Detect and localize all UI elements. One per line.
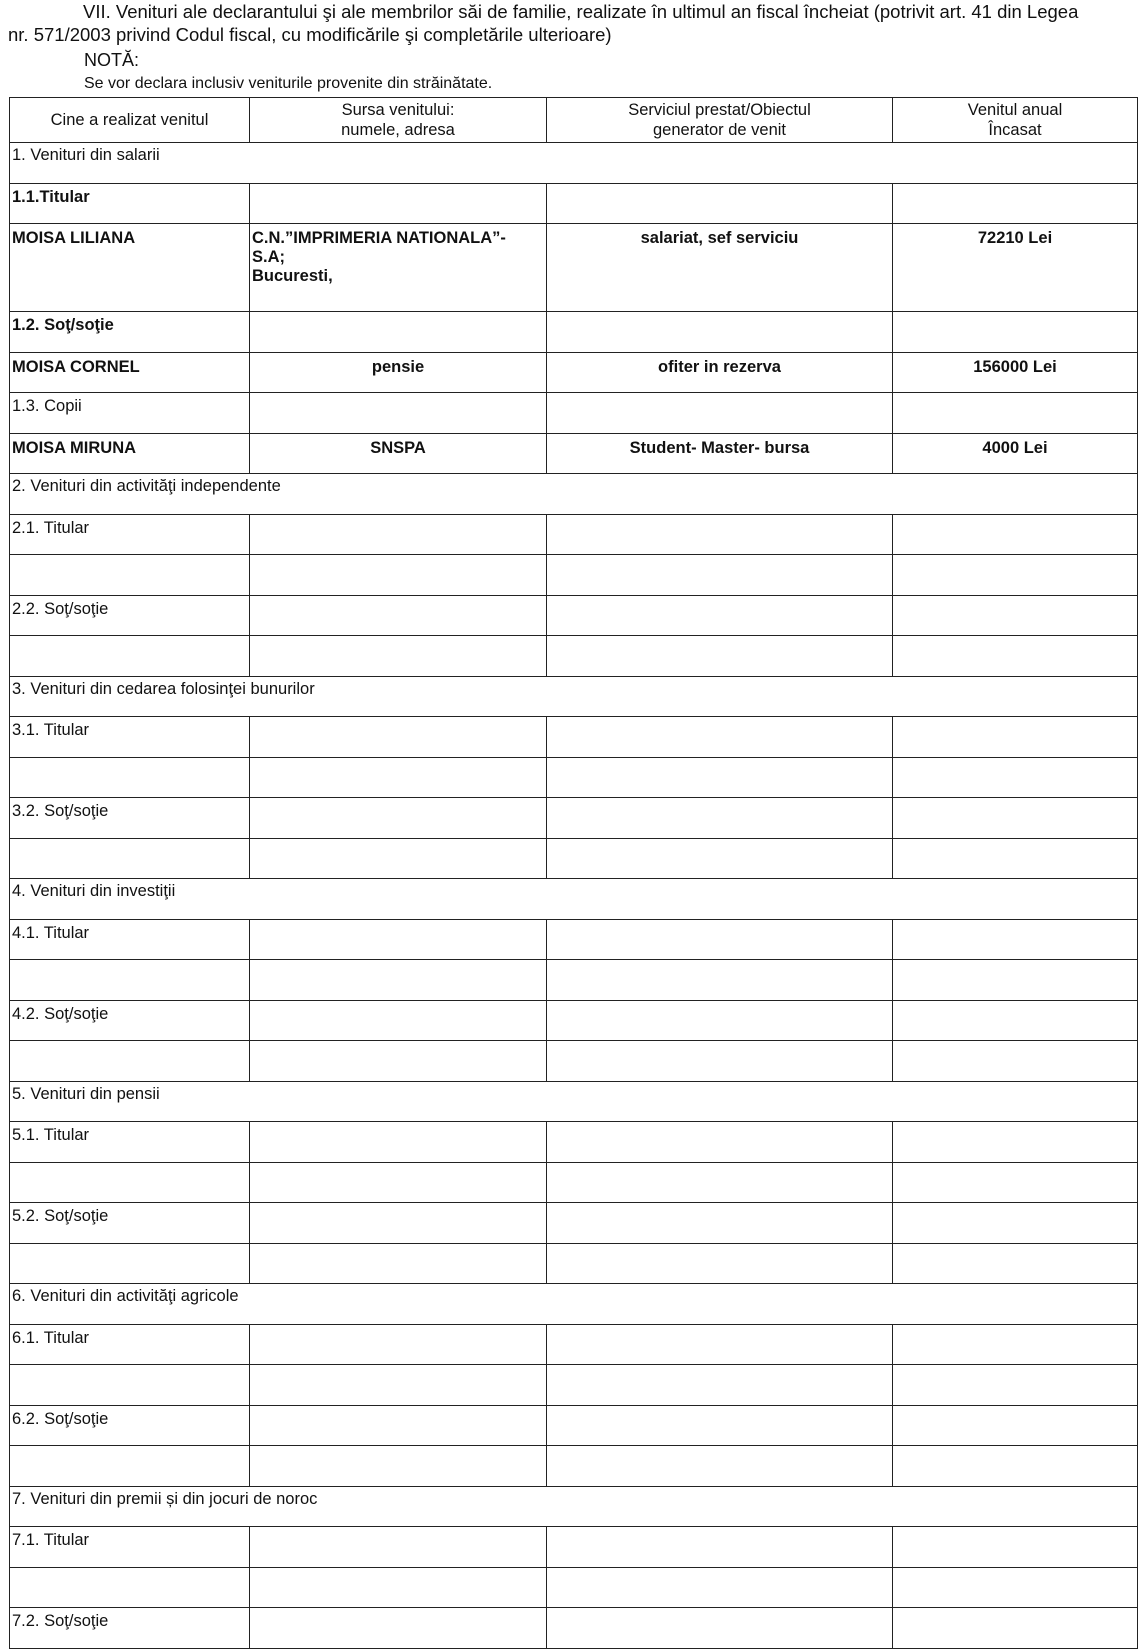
empty-cell — [893, 595, 1138, 636]
empty-cell — [547, 960, 893, 1001]
subsection-spouse: 5.2. Soţ/soţie — [10, 1203, 250, 1244]
heading-line-1: VII. Venituri ale declarantului şi ale membrilor săi de familie, realizate în ultimul an fiscal încheiat (potrivit art. 41 din Legea — [83, 1, 1079, 22]
table-row — [10, 1567, 1138, 1608]
empty-cell — [10, 960, 250, 1001]
table-row — [10, 1324, 1138, 1365]
table-row — [10, 960, 1138, 1001]
empty-cell — [250, 1527, 547, 1568]
section-title-independent: 2. Venituri din activităţi independente — [10, 474, 1138, 515]
table-row — [10, 636, 1138, 677]
nota-text: Se vor declara inclusiv veniturile provenite din străinătate. — [84, 75, 493, 92]
empty-cell — [250, 757, 547, 798]
entry-name: MOISA MIRUNA — [10, 433, 250, 474]
empty-cell — [893, 514, 1138, 555]
empty-cell — [547, 514, 893, 555]
empty-cell — [547, 636, 893, 677]
table-row — [10, 1284, 1138, 1325]
empty-cell — [547, 1405, 893, 1446]
empty-cell — [893, 1162, 1138, 1203]
empty-cell — [893, 1122, 1138, 1163]
empty-cell — [250, 1608, 547, 1649]
table-row — [10, 717, 1138, 758]
section-title-pensions: 5. Venituri din pensii — [10, 1081, 1138, 1122]
table-row — [10, 1446, 1138, 1487]
empty-cell — [250, 1243, 547, 1284]
empty-cell — [893, 555, 1138, 596]
empty-cell — [547, 1324, 893, 1365]
empty-cell — [547, 1243, 893, 1284]
empty-cell — [250, 960, 547, 1001]
subsection-titular: 7.1. Titular — [10, 1527, 250, 1568]
entry-service: ofiter in rezerva — [547, 352, 893, 393]
empty-cell — [547, 838, 893, 879]
table-row — [10, 1081, 1138, 1122]
empty-cell — [547, 798, 893, 839]
empty-cell — [250, 1405, 547, 1446]
subsection-children: 1.3. Copii — [10, 393, 250, 434]
empty-cell — [893, 960, 1138, 1001]
empty-cell — [893, 1365, 1138, 1406]
empty-cell — [893, 1446, 1138, 1487]
empty-cell — [893, 1527, 1138, 1568]
empty-cell — [893, 919, 1138, 960]
empty-cell — [547, 1122, 893, 1163]
entry-source: pensie — [250, 352, 547, 393]
table-row — [10, 1608, 1138, 1649]
table-row — [10, 352, 1138, 393]
empty-cell — [547, 1365, 893, 1406]
empty-cell — [250, 1567, 547, 1608]
empty-cell — [250, 1122, 547, 1163]
empty-cell — [250, 1203, 547, 1244]
empty-cell — [893, 636, 1138, 677]
section-title-prizes: 7. Venituri din premii și din jocuri de noroc — [10, 1486, 1138, 1527]
empty-cell — [547, 1527, 893, 1568]
entry-service: Student- Master- bursa — [547, 433, 893, 474]
empty-cell — [10, 1243, 250, 1284]
empty-cell — [250, 1000, 547, 1041]
empty-cell — [250, 838, 547, 879]
empty-cell — [547, 312, 893, 353]
subsection-titular: 6.1. Titular — [10, 1324, 250, 1365]
empty-cell — [250, 514, 547, 555]
subsection-spouse: 2.2. Soţ/soţie — [10, 595, 250, 636]
empty-cell — [893, 393, 1138, 434]
empty-cell — [547, 1203, 893, 1244]
table-row — [10, 1162, 1138, 1203]
subsection-titular: 1.1.Titular — [10, 183, 250, 224]
subsection-spouse: 4.2. Soţ/soţie — [10, 1000, 250, 1041]
table-row — [10, 312, 1138, 353]
empty-cell — [547, 1041, 893, 1082]
entry-name: MOISA CORNEL — [10, 352, 250, 393]
empty-cell — [893, 717, 1138, 758]
table-row — [10, 514, 1138, 555]
empty-cell — [893, 798, 1138, 839]
subsection-spouse: 7.2. Soţ/soţie — [10, 1608, 250, 1649]
table-row — [10, 879, 1138, 920]
table-row — [10, 1041, 1138, 1082]
empty-cell — [250, 1365, 547, 1406]
table-row — [10, 1000, 1138, 1041]
empty-cell — [893, 1324, 1138, 1365]
section-title-investments: 4. Venituri din investiţii — [10, 879, 1138, 920]
table-header-row — [10, 98, 1138, 143]
entry-income: 156000 Lei — [893, 352, 1138, 393]
table-row — [10, 555, 1138, 596]
table-row — [10, 224, 1138, 312]
empty-cell — [250, 1324, 547, 1365]
subsection-titular: 2.1. Titular — [10, 514, 250, 555]
empty-cell — [893, 1041, 1138, 1082]
table-row — [10, 1405, 1138, 1446]
heading-line-2: nr. 571/2003 privind Codul fiscal, cu modificările şi completările ulterioare) — [8, 24, 612, 45]
section-title-agricultural: 6. Venituri din activităţi agricole — [10, 1284, 1138, 1325]
col-header-income: Venitul anual Încasat — [893, 98, 1138, 143]
empty-cell — [893, 1203, 1138, 1244]
col-header-source: Sursa venitului: numele, adresa — [250, 98, 547, 143]
entry-income: 72210 Lei — [893, 224, 1138, 312]
section-title-salaries: 1. Venituri din salarii — [10, 143, 1138, 184]
empty-cell — [893, 838, 1138, 879]
table-row — [10, 1365, 1138, 1406]
empty-cell — [547, 757, 893, 798]
empty-cell — [250, 183, 547, 224]
table-row — [10, 676, 1138, 717]
empty-cell — [547, 555, 893, 596]
empty-cell — [10, 1041, 250, 1082]
table-row — [10, 474, 1138, 515]
empty-cell — [893, 1608, 1138, 1649]
empty-cell — [250, 393, 547, 434]
empty-cell — [893, 312, 1138, 353]
empty-cell — [250, 636, 547, 677]
section-title-property-use: 3. Venituri din cedarea folosinţei bunurilor — [10, 676, 1138, 717]
subsection-spouse: 1.2. Soţ/soţie — [10, 312, 250, 353]
empty-cell — [547, 1608, 893, 1649]
empty-cell — [547, 1000, 893, 1041]
empty-cell — [250, 555, 547, 596]
nota-title: NOTĂ: — [84, 50, 140, 70]
empty-cell — [547, 595, 893, 636]
empty-cell — [10, 1567, 250, 1608]
empty-cell — [893, 1000, 1138, 1041]
empty-cell — [250, 717, 547, 758]
subsection-spouse: 6.2. Soţ/soţie — [10, 1405, 250, 1446]
subsection-titular: 4.1. Titular — [10, 919, 250, 960]
table-row — [10, 143, 1138, 184]
empty-cell — [547, 1446, 893, 1487]
empty-cell — [250, 595, 547, 636]
table-row — [10, 1122, 1138, 1163]
table-row — [10, 1527, 1138, 1568]
empty-cell — [547, 393, 893, 434]
empty-cell — [250, 1041, 547, 1082]
section-heading — [8, 0, 1138, 46]
empty-cell — [250, 1446, 547, 1487]
empty-cell — [250, 919, 547, 960]
entry-income: 4000 Lei — [893, 433, 1138, 474]
table-row — [10, 798, 1138, 839]
table-row — [10, 433, 1138, 474]
table-row — [10, 595, 1138, 636]
empty-cell — [10, 1365, 250, 1406]
empty-cell — [250, 1162, 547, 1203]
empty-cell — [547, 183, 893, 224]
table-row — [10, 919, 1138, 960]
empty-cell — [893, 1405, 1138, 1446]
table-row — [10, 183, 1138, 224]
empty-cell — [10, 1446, 250, 1487]
table-row — [10, 838, 1138, 879]
empty-cell — [10, 555, 250, 596]
table-row — [10, 1203, 1138, 1244]
subsection-titular: 3.1. Titular — [10, 717, 250, 758]
empty-cell — [250, 312, 547, 353]
table-row — [10, 393, 1138, 434]
empty-cell — [893, 757, 1138, 798]
subsection-titular: 5.1. Titular — [10, 1122, 250, 1163]
empty-cell — [893, 1243, 1138, 1284]
col-header-service: Serviciul prestat/Obiectul generator de venit — [547, 98, 893, 143]
entry-source: SNSPA — [250, 433, 547, 474]
table-row — [10, 1243, 1138, 1284]
empty-cell — [547, 717, 893, 758]
empty-cell — [10, 1162, 250, 1203]
income-table — [9, 97, 1138, 1649]
empty-cell — [250, 798, 547, 839]
empty-cell — [547, 1162, 893, 1203]
entry-source: C.N.”IMPRIMERIA NATIONALA”- S.A; Bucuresti, — [250, 224, 547, 312]
empty-cell — [893, 1567, 1138, 1608]
empty-cell — [547, 919, 893, 960]
entry-service: salariat, sef serviciu — [547, 224, 893, 312]
empty-cell — [893, 183, 1138, 224]
empty-cell — [10, 636, 250, 677]
col-header-who: Cine a realizat venitul — [10, 98, 250, 143]
subsection-spouse: 3.2. Soţ/soţie — [10, 798, 250, 839]
entry-name: MOISA LILIANA — [10, 224, 250, 312]
table-row — [10, 1486, 1138, 1527]
empty-cell — [547, 1567, 893, 1608]
empty-cell — [10, 838, 250, 879]
table-row — [10, 757, 1138, 798]
empty-cell — [10, 757, 250, 798]
